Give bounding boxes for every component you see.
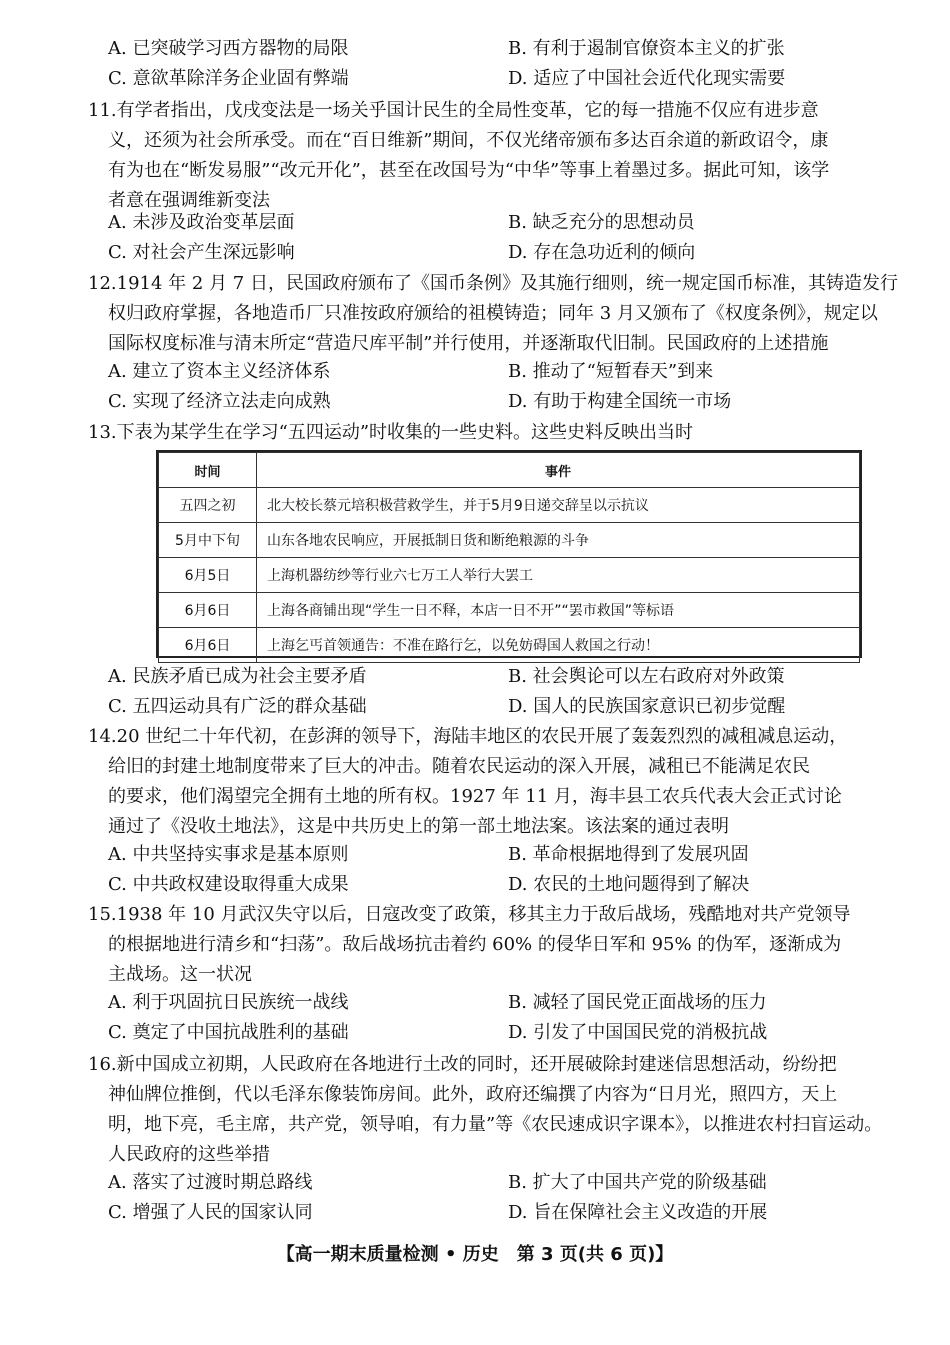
q10-option-c: C. 意欲革除洋务企业固有弊端: [108, 68, 349, 89]
table-cell-event: 山东各地农民响应，开展抵制日货和断绝粮源的斗争: [257, 523, 860, 558]
question-number: 15.: [88, 904, 117, 925]
q11-option-d: D. 存在急功近利的倾向: [508, 242, 696, 263]
table-row: [159, 488, 860, 523]
q16-option-a: A. 落实了过渡时期总路线: [108, 1172, 313, 1193]
question-stem-line: 1914 年 2 月 7 日，民国政府颁布了《国币条例》及其施行细则，统一规定国币标准，其铸造发行: [116, 273, 898, 294]
q14-options-row-2: [0, 870, 950, 900]
q15-option-c: C. 奠定了中国抗战胜利的基础: [108, 1022, 349, 1043]
question-16: [88, 1050, 883, 1170]
q15-option-b: B. 减轻了国民党正面战场的压力: [508, 992, 767, 1013]
question-number: 16.: [88, 1054, 117, 1075]
question-13: [88, 418, 878, 448]
question-number: 12.: [88, 273, 117, 294]
q13-option-d: D. 国人的民族国家意识已初步觉醒: [508, 696, 786, 717]
table-cell-event: 北大校长蔡元培积极营救学生，并于5月9日递交辞呈以示抗议: [257, 488, 860, 523]
q15-options-row-2: [0, 1018, 950, 1048]
q10-option-b: B. 有利于遏制官僚资本主义的扩张: [508, 38, 785, 59]
question-12: [88, 269, 898, 359]
q13-option-a: A. 民族矛盾已成为社会主要矛盾: [108, 666, 367, 687]
question-stem-line: 通过了《没收土地法》，这是中共历史上的第一部土地法案。该法案的通过表明: [108, 816, 729, 837]
question-stem-line: 有为也在“断发易服”“改元开化”，甚至在改国号为“中华”等事上着墨过多。据此可知，该学: [108, 160, 830, 181]
question-stem-line: 有学者指出，戊戌变法是一场关乎国计民生的全局性变革，它的每一措施不仅应有进步意: [116, 100, 819, 121]
question-stem-line: 神仙牌位推倒，代以毛泽东像装饰房间。此外，政府还编撰了内容为“日月光，照四方，天上: [108, 1084, 838, 1105]
q10-option-d: D. 适应了中国社会近代化现实需要: [508, 68, 786, 89]
question-stem-line: 新中国成立初期，人民政府在各地进行土改的同时，还开展破除封建迷信思想活动，纷纷把: [116, 1054, 837, 1075]
q16-options-row-2: [0, 1198, 950, 1228]
table-header-row: [159, 453, 860, 488]
q11-options-row-1: [0, 208, 950, 238]
q16-options-row-1: [0, 1168, 950, 1198]
question-stem-line: 义，还须为社会所承受。而在“百日维新”期间，不仅光绪帝颁布多达百余道的新政诏令，康: [108, 130, 829, 151]
q12-option-b: B. 推动了“短暂春天”到来: [508, 361, 714, 382]
question-number: 13.: [88, 422, 117, 443]
q13-options-row-2: [0, 692, 950, 722]
question-stem-line: 给旧的封建土地制度带来了巨大的冲击。随着农民运动的深入开展，减租已不能满足农民: [108, 756, 810, 777]
q12-options-row-1: [0, 357, 950, 387]
table-cell-time: 6月6日: [159, 628, 257, 663]
history-events-table: [156, 450, 862, 658]
table-cell-time: 6月6日: [159, 593, 257, 628]
q11-option-c: C. 对社会产生深远影响: [108, 242, 295, 263]
question-stem-line: 20 世纪二十年代初，在彭湃的领导下，海陆丰地区的农民开展了轰轰烈烈的减租减息运动，: [116, 726, 848, 747]
table-row: [159, 628, 860, 663]
table-cell-time: 6月5日: [159, 558, 257, 593]
q12-option-a: A. 建立了资本主义经济体系: [108, 361, 331, 382]
table-row: [159, 593, 860, 628]
question-stem-line: 明，地下亮，毛主席，共产党，领导咱，有力量”等《农民速成识字课本》，以推进农村扫盲运动。: [108, 1114, 883, 1135]
q14-option-a: A. 中共坚持实事求是基本原则: [108, 844, 349, 865]
table-cell-event: 上海机器纺纱等行业六七万工人举行大罢工: [257, 558, 860, 593]
table-header-event: 事件: [257, 453, 860, 488]
q15-option-d: D. 引发了中国国民党的消极抗战: [508, 1022, 768, 1043]
question-stem-line: 下表为某学生在学习“五四运动”时收集的一些史料。这些史料反映出当时: [116, 422, 694, 443]
q11-options-row-2: [0, 238, 950, 268]
table-cell-time: 5月中下旬: [159, 523, 257, 558]
q14-option-c: C. 中共政权建设取得重大成果: [108, 874, 349, 895]
question-stem-line: 1938 年 10 月武汉失守以后，日寇改变了政策，移其主力于敌后战场，残酷地对共产党领导: [116, 904, 851, 925]
table-row: [159, 523, 860, 558]
question-14: [88, 722, 878, 842]
question-15: [88, 900, 878, 990]
q16-option-d: D. 旨在保障社会主义改造的开展: [508, 1202, 768, 1223]
table-cell-event: 上海乞丐首领通告：不准在路行乞，以免妨碍国人救国之行动！: [257, 628, 860, 663]
question-stem-line: 人民政府的这些举措: [108, 1144, 270, 1165]
q16-option-c: C. 增强了人民的国家认同: [108, 1202, 313, 1223]
question-11: [88, 96, 878, 216]
q12-option-c: C. 实现了经济立法走向成熟: [108, 391, 331, 412]
page-footer: 【高一期末质量检测 • 历史 第 3 页(共 6 页)】: [276, 1244, 674, 1265]
q13-options-row-1: [0, 662, 950, 692]
q11-option-b: B. 缺乏充分的思想动员: [508, 212, 695, 233]
q10-options-row-2: [0, 64, 950, 94]
table-cell-event: 上海各商铺出现“学生一日不释，本店一日不开”“罢市救国”等标语: [257, 593, 860, 628]
table-cell-time: 五四之初: [159, 488, 257, 523]
q10-options-row-1: [0, 34, 950, 64]
table-header-time: 时间: [159, 453, 257, 488]
q13-option-b: B. 社会舆论可以左右政府对外政策: [508, 666, 785, 687]
q12-options-row-2: [0, 387, 950, 417]
q15-option-a: A. 利于巩固抗日民族统一战线: [108, 992, 349, 1013]
question-stem-line: 者意在强调维新变法: [108, 190, 270, 211]
q14-option-d: D. 农民的土地问题得到了解决: [508, 874, 750, 895]
question-stem-line: 的根据地进行清乡和“扫荡”。敌后战场抗击着约 60% 的侵华日军和 95% 的伪军，逐渐成为: [108, 934, 842, 955]
question-stem-line: 国际权度标准与清末所定“营造尺库平制”并行使用，并逐渐取代旧制。民国政府的上述措施: [108, 333, 829, 354]
question-stem-line: 的要求，他们渴望完全拥有土地的所有权。1927 年 11 月，海丰县工农兵代表大会正式讨论: [108, 786, 842, 807]
question-stem-line: 权归政府掌握，各地造币厂只准按政府颁给的祖模铸造；同年 3 月又颁布了《权度条例》，规定以: [108, 303, 878, 324]
q15-options-row-1: [0, 988, 950, 1018]
q14-options-row-1: [0, 840, 950, 870]
table-row: [159, 558, 860, 593]
q10-option-a: A. 已突破学习西方器物的局限: [108, 38, 349, 59]
q13-option-c: C. 五四运动具有广泛的群众基础: [108, 696, 367, 717]
question-number: 14.: [88, 726, 117, 747]
q12-option-d: D. 有助于构建全国统一市场: [508, 391, 732, 412]
q16-option-b: B. 扩大了中国共产党的阶级基础: [508, 1172, 767, 1193]
q14-option-b: B. 革命根据地得到了发展巩固: [508, 844, 749, 865]
question-stem-line: 主战场。这一状况: [108, 964, 252, 985]
question-number: 11.: [88, 100, 117, 121]
q11-option-a: A. 未涉及政治变革层面: [108, 212, 295, 233]
